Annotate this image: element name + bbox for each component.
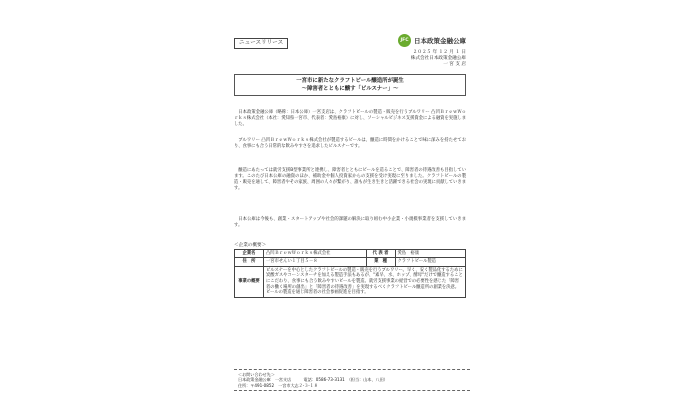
table-row — [235, 266, 466, 297]
title-line-2: ～障害者とともに醸す「ピルスナー」～ — [301, 86, 399, 92]
body-paragraph-1: 日本政策金融公庫（略称：日本公庫）一宮支店は、クラフトビールの製造・販売を行うブルワリー 凸凹ＢｒｅｗＷｏｒｋｓ株式会社（本社：愛知県一宮市、代表者：愛島裕康）に対し、ソーシャルビジネス支援資金による融資を実施しました。 — [234, 110, 466, 128]
body-paragraph-2: ブルワリー 凸凹ＢｒｅｗＷｏｒｋｓ株式会社が製造するビールは、醸造に時間をかけることで味に深みを持たせており、食事にも合う日常的な飲みやすさを追求したピルスナーです。 — [234, 138, 466, 150]
body-paragraph-3: 醸造にあたっては就労支援B型事業所と連携し、障害者とともにビールを造ることで、障害者の待遇改善も目指しています。このたび日本公庫の融資のほか、補助金や個人投資家からの支援を受け実現に至りました。クラフトビールの製造・販売を通して、障害者やその家族、周囲の人々が繋がり、誰もが生き生きと活躍できる社会の実現に貢献していきます。 — [234, 168, 466, 192]
address-value: 一宮市せんい１丁目５－８ — [264, 258, 367, 266]
contact-line-2: 住所：〒491-0852 一宮市大志２-３-１８ — [238, 382, 318, 388]
title-line-1: 一宮市に新たなクラフトビール醸造所が誕生 — [296, 78, 404, 84]
industry-label: 業 種 — [366, 258, 395, 266]
company-name-label: 企業名 — [235, 250, 264, 258]
representative-label: 代 表 者 — [366, 250, 395, 258]
contact-line-1: 日本政策金融公庫 一宮支店 電話：0586-73-3131 （担当：山本、八田） — [238, 377, 388, 383]
body-paragraph-4: 日本公庫は今後も、創業・スタートアップや社会的課題の解決に取り組む中小企業・小規模事業者を支援していきます。 — [234, 217, 466, 229]
address-label: 住 所 — [235, 258, 264, 266]
news-release-badge: ニュースリリース — [234, 38, 288, 49]
release-title — [234, 74, 466, 96]
company-name-value: 凸凹ＢｒｅｗＷｏｒｋｓ株式会社 — [264, 250, 367, 258]
table-row — [235, 258, 466, 266]
industry-value: クラフトビール製造 — [395, 258, 465, 266]
jfc-logo-text: 日本政策金融公庫 — [414, 37, 466, 45]
contact-title: ＜お問い合わせ先＞ — [238, 372, 275, 377]
issuer-org: 株式会社日本政策金融公庫 — [410, 56, 466, 62]
release-date: ２０２５ 年 １２ 月 １ 日 — [412, 50, 466, 55]
table-row — [235, 250, 466, 258]
jfc-logo-icon: JFC — [398, 34, 411, 47]
business-summary-value: ピルスナーを中心としたクラフトビールの製造・販売を行うブルワリー。早く、安く製品化するために炭酸ガスやコーンスターチを加える製造手法もあるが、"素早、水、ホップ、酵母"だけで醸造することにこだわり、食事にも合う飲みやすいビールを製造。就労支援事業の経営での必要性を感じた「障害者の働く場所の創出」と「障害者の待遇改善」を実現するべくクラフトビール醸造所の創業を決意。ビールの製造を通じ障害者の社会参画促進を目指す。 — [264, 266, 466, 297]
company-overview-label: ＜企業の概要＞ — [234, 243, 267, 248]
issuer-branch: 一 宮 支 店 — [443, 62, 466, 68]
contact-box — [234, 369, 470, 391]
company-profile-table — [234, 249, 466, 298]
press-release-page — [226, 28, 474, 388]
release-meta — [411, 50, 466, 69]
representative-value: 愛島 裕康 — [395, 250, 465, 258]
jfc-logo — [398, 34, 466, 47]
business-summary-label: 事業の概要 — [235, 266, 264, 297]
